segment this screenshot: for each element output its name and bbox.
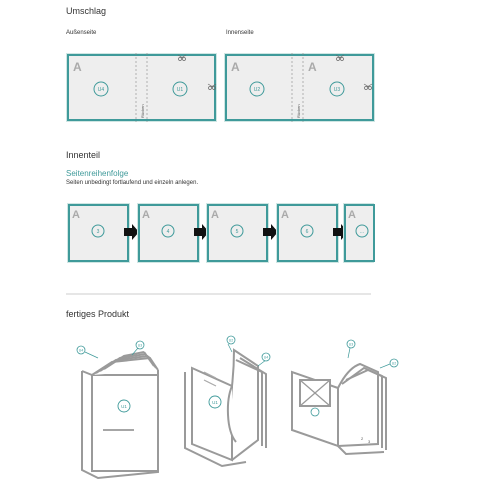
page-number: 3 [368, 439, 371, 444]
cover-inside-sheet [224, 53, 375, 122]
product-badge [390, 359, 398, 367]
svg-text:U2: U2 [228, 338, 234, 343]
product-badge [262, 353, 270, 361]
inner-section-title: Innenteil [66, 150, 101, 160]
inner-pages-row [67, 203, 374, 263]
svg-text:U3: U3 [348, 342, 354, 347]
inner-page [137, 203, 200, 263]
product-badge [227, 336, 235, 344]
cover-section-title: Umschlag [66, 6, 107, 16]
product-section-title: fertiges Produkt [66, 309, 130, 319]
page-order-title: Seitenreihenfolge [66, 169, 129, 178]
svg-text:A: A [348, 209, 356, 221]
page-number: 2 [361, 436, 364, 441]
svg-text:A: A [72, 209, 80, 221]
svg-text:U1: U1 [121, 404, 127, 409]
svg-text:5: 5 [235, 229, 239, 235]
product-badge [209, 396, 221, 408]
page-badge: U2 [253, 87, 261, 93]
cover-outside-sheet [66, 53, 217, 122]
svg-text:A: A [142, 209, 150, 221]
page-badge: U1 [176, 87, 184, 93]
inside-label: Innenseite [226, 30, 254, 36]
page-badge: U3 [333, 87, 341, 93]
corner-mark: A [231, 60, 240, 74]
svg-text:U4: U4 [78, 348, 84, 353]
book-open-front [185, 350, 266, 466]
product-badge [311, 408, 319, 416]
corner-mark: A [308, 60, 317, 74]
book-open-back [292, 364, 386, 454]
page-order-note: Seiten unbedingt fortlaufend und einzeln anlegen. [66, 180, 199, 186]
product-badge [347, 340, 355, 348]
spine-label: Rücken [296, 104, 301, 118]
inner-page [276, 203, 339, 263]
spine-label: Rücken [140, 104, 145, 118]
inner-page [343, 203, 374, 263]
svg-text:6: 6 [305, 229, 309, 235]
page-badge: U4 [97, 87, 105, 93]
outside-label: Außenseite [66, 30, 97, 36]
svg-text:A: A [281, 209, 289, 221]
svg-text:U3: U3 [137, 343, 143, 348]
svg-text:4: 4 [166, 229, 170, 235]
svg-text:3: 3 [96, 229, 100, 235]
corner-mark: A [73, 60, 82, 74]
book-closed [82, 352, 158, 478]
svg-text:U1: U1 [212, 400, 218, 405]
svg-text:U4: U4 [263, 355, 269, 360]
inner-page [206, 203, 269, 263]
svg-text:...: ... [359, 229, 365, 235]
product-badge [77, 346, 85, 354]
product-badge [118, 400, 130, 412]
product-badge [136, 341, 144, 349]
svg-text:U2: U2 [391, 361, 397, 366]
inner-page [67, 203, 130, 263]
svg-text:A: A [211, 209, 219, 221]
